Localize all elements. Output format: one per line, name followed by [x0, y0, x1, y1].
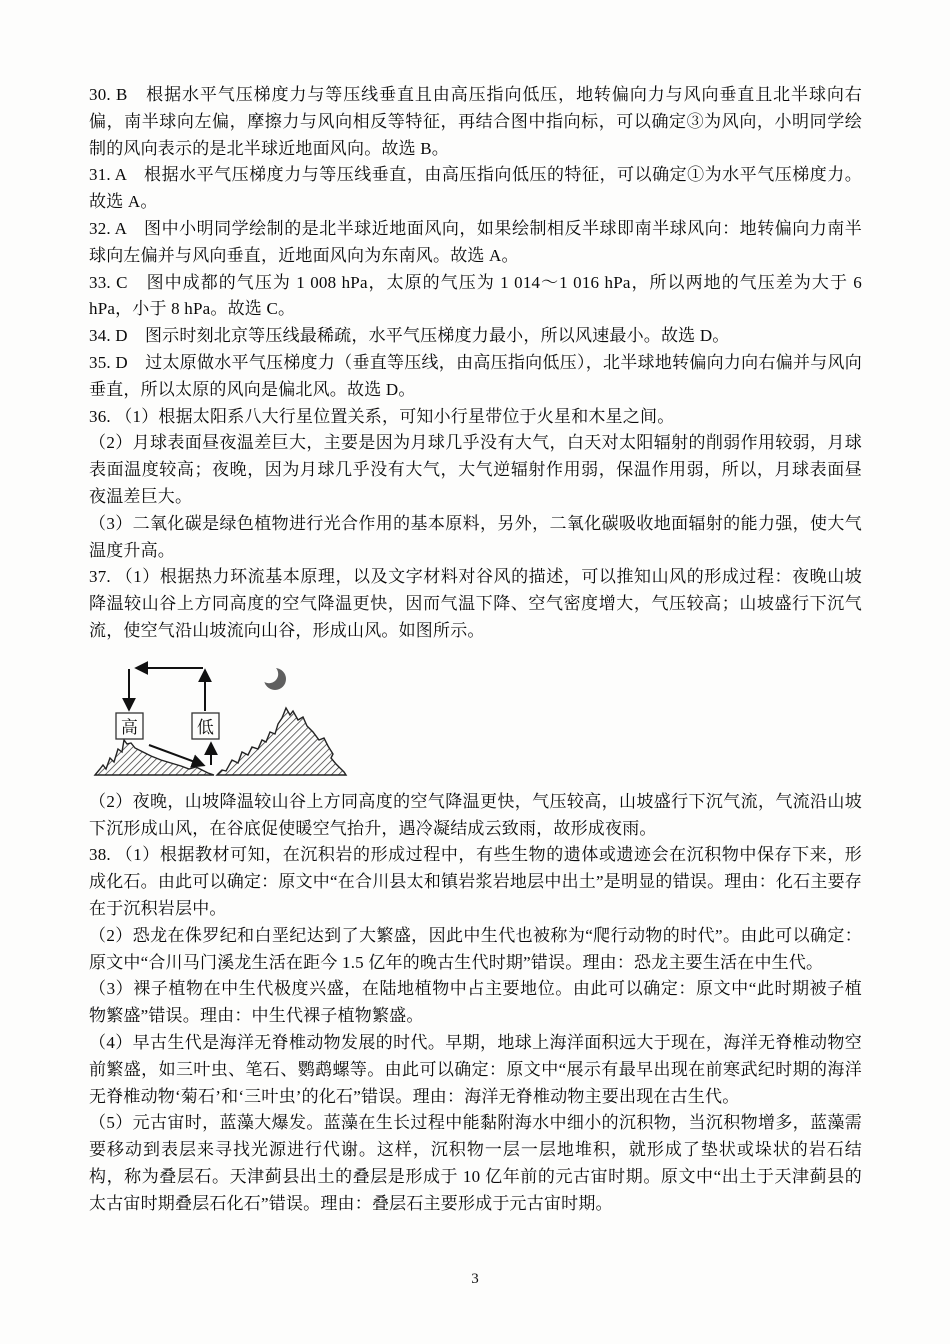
answer-paragraph-q34: 34. D 图示时刻北京等压线最稀疏，水平气压梯度力最小，所以风速最小。故选 D。 [89, 326, 730, 346]
answer-paragraph-q37-2: （2）夜晚，山坡降温较山谷上方同高度的空气降温更快，气压较高，山坡盛行下沉气流，气流沿山坡下沉形成山风，在谷底促使暖空气抬升，遇冷凝结成云致雨，故形成夜雨。 [89, 791, 862, 838]
right-mountain-silhouette [217, 708, 346, 775]
crescent-moon-icon [260, 665, 286, 690]
answer-paragraph-q36-1: 36. （1）根据太阳系八大行星位置关系，可知小行星带位于火星和木星之间。 [89, 406, 675, 426]
page-number: 3 [471, 1271, 479, 1287]
answer-paragraph-q38-3: （3）裸子植物在中生代极度兴盛，在陆地植物中占主要地位。由此可以确定：原文中“此时期被子植物繁盛”错误。理由：中生代裸子植物繁盛。 [89, 979, 862, 1026]
answer-paragraph-q33: 33. C 图中成都的气压为 1 008 hPa，太原的气压为 1 014～1 016 hPa，所以两地的气压差为大于 6 hPa，小于 8 hPa。故选 C。 [89, 272, 862, 319]
answer-paragraph-q38-1: 38. （1）根据教材可知，在沉积岩的形成过程中，有些生物的遗体或遗迹会在沉积物中保存下来，形成化石。由此可以确定：原文中“在合川县太和镇岩浆岩地层中出土”是明显的错误。理由：化石主要存在于沉积岩层中。 [89, 845, 862, 918]
answer-paragraph-q38-5: （5）元古宙时，蓝藻大爆发。蓝藻在生长过程中能黏附海水中细小的沉积物，当沉积物增多，蓝藻需要移动到表层来寻找光源进行代谢。这样，沉积物一层一层地堆积，就形成了垫状或垛状的岩石结构，称为叠层石。天津蓟县出土的叠层是形成于 10 亿年前的元古宙时期。原文中“出土于天津蓟县的太古宙时期叠层石化石”错误。理由：叠层石主要形成于元古宙时期。 [89, 1113, 862, 1213]
answer-paragraph-q36-2: （2）月球表面昼夜温差巨大，主要是因为月球几乎没有大气，白天对太阳辐射的削弱作用较弱，月球表面温度较高；夜晚，因为月球几乎没有大气，大气逆辐射作用弱，保温作用弱，所以，月球表面昼夜温差巨大。 [89, 433, 862, 506]
answer-paragraph-q32: 32. A 图中小明同学绘制的是北半球近地面风向，如果绘制相反半球即南半球风向：地转偏向力南半球向左偏并与风向垂直，近地面风向为东南风。故选 A。 [89, 218, 862, 265]
left-mountain-silhouette [95, 740, 214, 775]
answer-text-block [89, 82, 862, 1217]
answer-paragraph-q38-4: （4）早古生代是海洋无脊椎动物发展的时代。早期，地球上海洋面积远大于现在，海洋无脊椎动物空前繁盛，如三叶虫、笔石、鹦鹉螺等。由此可以确定：原文中“展示有最早出现在前寒武纪时期的海洋无脊椎动物‘菊石’和‘三叶虫’的化石”错误。理由：海洋无脊椎动物主要出现在古生代。 [89, 1032, 862, 1106]
answer-paragraph-q31: 31. A 根据水平气压梯度力与等压线垂直，由高压指向低压的特征，可以确定①为水平气压梯度力。故选 A。 [89, 165, 862, 212]
mountain-wind-diagram [93, 652, 862, 784]
high-pressure-box [116, 713, 143, 739]
low-pressure-label: 低 [196, 717, 215, 737]
answer-paragraph-q35: 35. D 过太原做水平气压梯度力（垂直等压线，由高压指向低压），北半球地转偏向力向右偏并与风向垂直，所以太原的风向是偏北风。故选 D。 [89, 352, 862, 399]
answer-paragraph-q36-3: （3）二氧化碳是绿色植物进行光合作用的基本原料，另外，二氧化碳吸收地面辐射的能力强，使大气温度升高。 [89, 513, 862, 560]
low-pressure-box [192, 713, 219, 739]
answer-paragraph-q37-1: 37. （1）根据热力环流基本原理，以及文字材料对谷风的描述，可以推知山风的形成过程：夜晚山坡降温较山谷上方同高度的空气降温更快，因而气温下降、空气密度增大，气压较高；山坡盛行下沉气流，使空气沿山坡流向山谷，形成山风。如图所示。 [89, 567, 862, 640]
high-pressure-label: 高 [120, 717, 139, 737]
answer-paragraph-q38-2: （2）恐龙在侏罗纪和白垩纪达到了大繁盛，因此中生代也被称为“爬行动物的时代”。由此可以确定：原文中“合川马门溪龙生活在距今 1.5 亿年的晚古生代时期”错误。理由：恐龙主要生活在中生代。 [89, 925, 862, 972]
answer-paragraph-q30: 30. B 根据水平气压梯度力与等压线垂直且由高压指向低压，地转偏向力与风向垂直且北半球向右偏，南半球向左偏，摩擦力与风向相反等特征，再结合图中指向标，可以确定③为风向，小明同学绘制的风向表示的是北半球近地面风向。故选 B。 [89, 85, 862, 158]
